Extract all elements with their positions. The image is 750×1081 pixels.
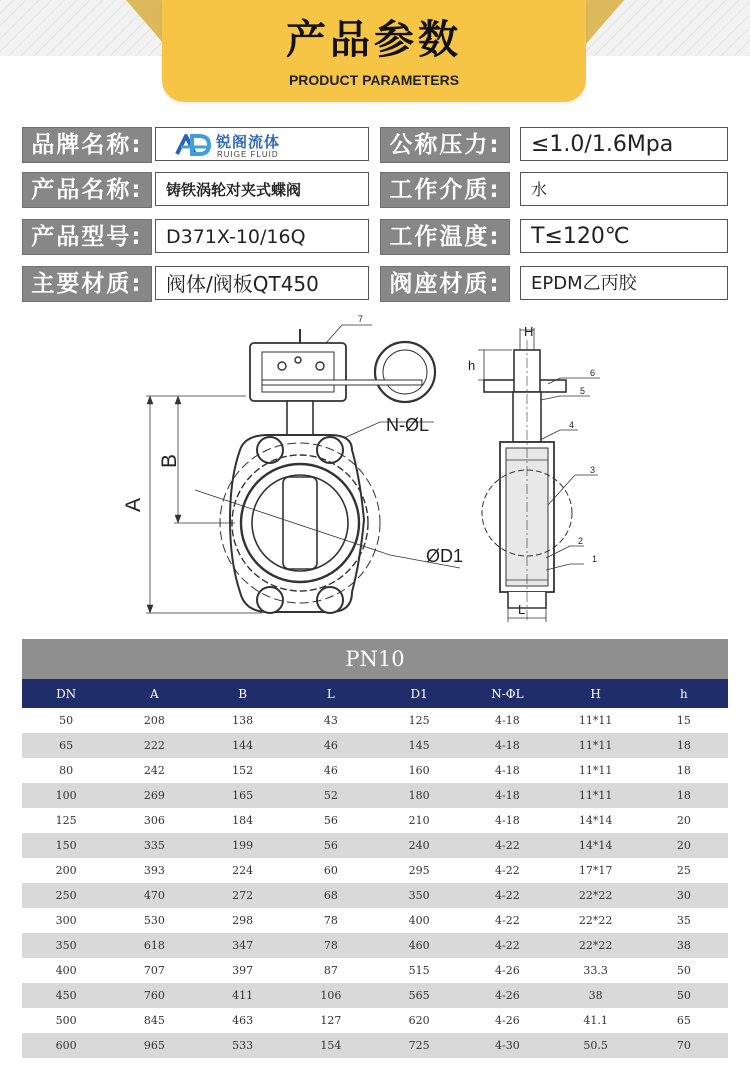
table-cell: 242 [110, 758, 198, 783]
table-cell: 4-26 [463, 983, 551, 1008]
table-cell: 760 [110, 983, 198, 1008]
table-cell: 4-22 [463, 833, 551, 858]
table-row [22, 833, 728, 858]
bolt-hole-label: N-ØL [386, 415, 430, 435]
table-cell: 11*11 [552, 758, 640, 783]
table-cell: 397 [199, 958, 287, 983]
part-7-label: 7 [358, 314, 364, 324]
table-cell: 154 [287, 1033, 375, 1058]
brand-label: 品牌名称: [22, 127, 152, 163]
temperature-label: 工作温度: [380, 219, 510, 255]
table-cell: 400 [22, 958, 110, 983]
medium-label: 工作介质: [380, 172, 510, 208]
table-cell: 965 [110, 1033, 198, 1058]
handwheel-shape [375, 342, 435, 402]
table-header-row [22, 679, 728, 708]
seat-material-label: 阀座材质: [380, 266, 510, 302]
table-cell: 41.1 [552, 1008, 640, 1033]
table-cell: 144 [199, 733, 287, 758]
table-row [22, 783, 728, 808]
table-cell: 70 [640, 1033, 728, 1058]
table-cell: 4-26 [463, 1008, 551, 1033]
table-cell: 240 [375, 833, 463, 858]
table-cell: 152 [199, 758, 287, 783]
table-cell: 208 [110, 708, 198, 733]
table-title: PN10 [22, 639, 728, 679]
table-cell: 845 [110, 1008, 198, 1033]
table-cell: 470 [110, 883, 198, 908]
table-cell: 4-22 [463, 858, 551, 883]
table-cell: 17*17 [552, 858, 640, 883]
table-cell: 22*22 [552, 908, 640, 933]
table-cell: 18 [640, 733, 728, 758]
table-cell: 400 [375, 908, 463, 933]
table-cell: 11*11 [552, 708, 640, 733]
table-cell: 411 [199, 983, 287, 1008]
table-cell: 4-22 [463, 908, 551, 933]
brand-name-cn: 锐阁流体 [216, 133, 281, 151]
part-5-label: 5 [580, 386, 586, 396]
table-row [22, 958, 728, 983]
table-cell: 295 [375, 858, 463, 883]
table-cell: 20 [640, 833, 728, 858]
pressure-label: 公称压力: [380, 127, 510, 163]
table-cell: 210 [375, 808, 463, 833]
table-cell: 15 [640, 708, 728, 733]
table-cell: 87 [287, 958, 375, 983]
table-cell: 78 [287, 908, 375, 933]
table-cell: 14*14 [552, 833, 640, 858]
table-cell: 50 [22, 708, 110, 733]
table-row [22, 858, 728, 883]
part-6-label: 6 [590, 368, 596, 378]
table-row [22, 1033, 728, 1058]
table-cell: 22*22 [552, 933, 640, 958]
table-cell: 125 [375, 708, 463, 733]
spec-table [22, 639, 728, 1058]
part-2-label: 2 [578, 536, 584, 546]
table-body [22, 708, 728, 1058]
table-cell: 530 [110, 908, 198, 933]
part-3-label: 3 [590, 465, 596, 475]
table-cell: 533 [199, 1033, 287, 1058]
column-header: N-ΦL [463, 679, 551, 708]
table-cell: 35 [640, 908, 728, 933]
spec-table-grid [22, 679, 728, 1058]
table-cell: 46 [287, 733, 375, 758]
pressure-value: ≤1.0/1.6Mpa [520, 127, 728, 161]
table-cell: 100 [22, 783, 110, 808]
material-value: 阀体/阀板QT450 [155, 266, 369, 300]
table-cell: 224 [199, 858, 287, 883]
table-cell: 269 [110, 783, 198, 808]
page-title: 产品参数 [286, 17, 462, 63]
table-cell: 78 [287, 933, 375, 958]
table-cell: 68 [287, 883, 375, 908]
table-cell: 306 [110, 808, 198, 833]
table-row [22, 1008, 728, 1033]
stem-h-label: H [524, 324, 534, 339]
table-cell: 145 [375, 733, 463, 758]
table-row [22, 933, 728, 958]
table-cell: 25 [640, 858, 728, 883]
table-cell: 4-22 [463, 883, 551, 908]
table-cell: 50.5 [552, 1033, 640, 1058]
table-cell: 106 [287, 983, 375, 1008]
table-cell: 565 [375, 983, 463, 1008]
table-cell: 38 [552, 983, 640, 1008]
table-cell: 65 [640, 1008, 728, 1033]
column-header: B [199, 679, 287, 708]
table-cell: 250 [22, 883, 110, 908]
table-cell: 184 [199, 808, 287, 833]
table-cell: 60 [287, 858, 375, 883]
product-name-label: 产品名称: [22, 172, 152, 208]
table-cell: 272 [199, 883, 287, 908]
valve-technical-drawing [0, 300, 750, 630]
table-cell: 30 [640, 883, 728, 908]
column-header: DN [22, 679, 110, 708]
dimension-b-label: B [158, 453, 181, 468]
table-cell: 11*11 [552, 733, 640, 758]
page-subtitle: PRODUCT PARAMETERS [288, 72, 460, 88]
column-header: H [552, 679, 640, 708]
width-l-label: L [518, 602, 526, 617]
table-cell: 56 [287, 833, 375, 858]
table-row [22, 883, 728, 908]
table-row [22, 708, 728, 733]
table-cell: 347 [199, 933, 287, 958]
brand-logo-icon [175, 134, 211, 156]
table-cell: 18 [640, 783, 728, 808]
seat-material-value: EPDM乙丙胶 [520, 266, 728, 300]
valve-disc-shape [283, 477, 317, 569]
table-cell: 46 [287, 758, 375, 783]
table-cell: 460 [375, 933, 463, 958]
table-cell: 4-22 [463, 933, 551, 958]
table-cell: 18 [640, 758, 728, 783]
part-1-label: 1 [592, 554, 598, 564]
table-cell: 56 [287, 808, 375, 833]
table-cell: 335 [110, 833, 198, 858]
brand-name-en: RUIGE FLUID [217, 150, 279, 159]
table-cell: 50 [640, 958, 728, 983]
table-cell: 707 [110, 958, 198, 983]
table-cell: 298 [199, 908, 287, 933]
table-cell: 125 [22, 808, 110, 833]
table-cell: 515 [375, 958, 463, 983]
flange-h-label: h [468, 358, 476, 373]
table-cell: 80 [22, 758, 110, 783]
table-cell: 199 [199, 833, 287, 858]
table-cell: 200 [22, 858, 110, 883]
table-cell: 150 [22, 833, 110, 858]
table-cell: 620 [375, 1008, 463, 1033]
table-row [22, 983, 728, 1008]
column-header: A [110, 679, 198, 708]
table-cell: 450 [22, 983, 110, 1008]
table-cell: 38 [640, 933, 728, 958]
model-value: D371X-10/16Q [155, 219, 369, 253]
table-cell: 22*22 [552, 883, 640, 908]
diameter-d1-label: ØD1 [426, 546, 464, 566]
table-cell: 4-18 [463, 808, 551, 833]
table-cell: 600 [22, 1033, 110, 1058]
table-cell: 14*14 [552, 808, 640, 833]
table-cell: 180 [375, 783, 463, 808]
table-cell: 43 [287, 708, 375, 733]
medium-value: 水 [520, 172, 728, 206]
table-cell: 4-30 [463, 1033, 551, 1058]
table-cell: 222 [110, 733, 198, 758]
table-cell: 4-26 [463, 958, 551, 983]
table-cell: 33.3 [552, 958, 640, 983]
table-cell: 350 [375, 883, 463, 908]
table-cell: 165 [199, 783, 287, 808]
table-row [22, 908, 728, 933]
table-cell: 393 [110, 858, 198, 883]
table-cell: 65 [22, 733, 110, 758]
temperature-value: T≤120℃ [520, 219, 728, 253]
table-cell: 725 [375, 1033, 463, 1058]
column-header: h [640, 679, 728, 708]
table-cell: 4-18 [463, 758, 551, 783]
table-cell: 52 [287, 783, 375, 808]
table-row [22, 758, 728, 783]
table-cell: 50 [640, 983, 728, 1008]
table-row [22, 808, 728, 833]
table-cell: 11*11 [552, 783, 640, 808]
part-4-label: 4 [569, 420, 575, 430]
table-row [22, 733, 728, 758]
table-cell: 350 [22, 933, 110, 958]
column-header: L [287, 679, 375, 708]
table-cell: 138 [199, 708, 287, 733]
table-cell: 463 [199, 1008, 287, 1033]
dimension-a-label: A [122, 497, 145, 512]
model-label: 产品型号: [22, 219, 152, 255]
material-label: 主要材质: [22, 266, 152, 302]
table-cell: 4-18 [463, 783, 551, 808]
column-header: D1 [375, 679, 463, 708]
product-name-value: 铸铁涡轮对夹式蝶阀 [155, 172, 369, 206]
table-cell: 618 [110, 933, 198, 958]
table-cell: 4-18 [463, 733, 551, 758]
table-cell: 4-18 [463, 708, 551, 733]
table-cell: 160 [375, 758, 463, 783]
table-cell: 500 [22, 1008, 110, 1033]
table-cell: 20 [640, 808, 728, 833]
table-cell: 300 [22, 908, 110, 933]
table-cell: 127 [287, 1008, 375, 1033]
